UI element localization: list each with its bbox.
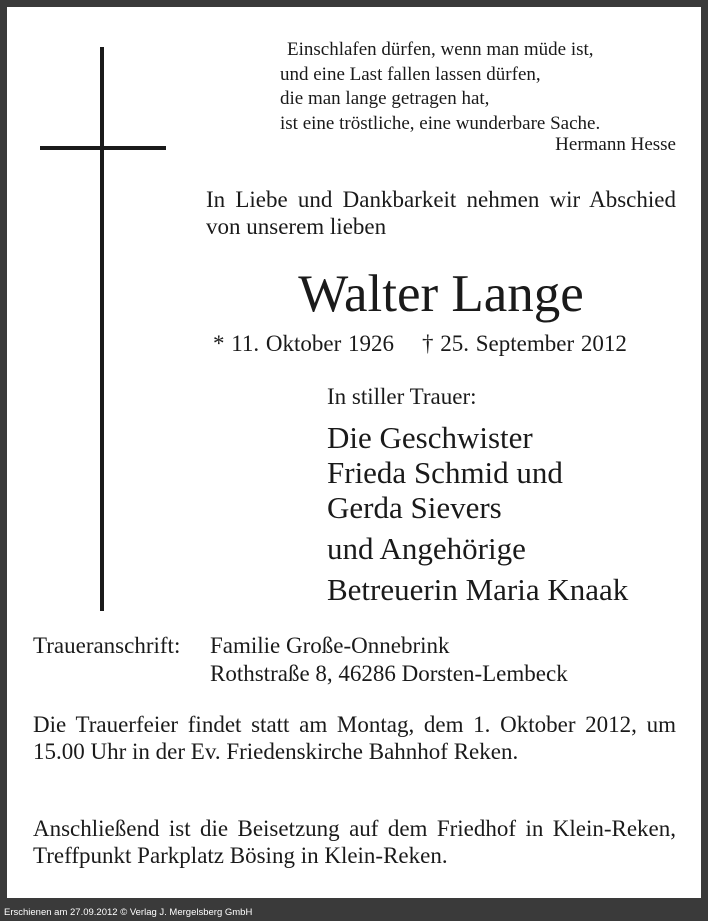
life-dates: [213, 331, 627, 357]
birth-date: * 11. Oktober 1926: [213, 331, 395, 356]
mourner-line: Frieda Schmid und: [327, 455, 563, 490]
address-label: Traueranschrift:: [33, 633, 181, 658]
funeral-paragraph: Die Trauerfeier findet statt am Montag, dem 1. Oktober 2012, um 15.00 Uhr in der Ev. Friedenskirche Bahnhof Reken.: [33, 712, 676, 764]
mourner-line: Gerda Sievers: [327, 490, 502, 525]
address-line-1: Familie Große-Onnebrink: [210, 633, 450, 658]
death-date: † 25. September 2012: [422, 331, 627, 356]
intro-text: In Liebe und Dankbarkeit nehmen wir Abschied von unserem lieben: [206, 187, 676, 239]
burial-paragraph: Anschließend ist die Beisetzung auf dem Friedhof in Klein-Reken, Treffpunkt Parkplatz Bösing in Klein-Reken.: [33, 816, 676, 868]
cross-vertical-bar: [100, 47, 104, 611]
mourner-line: Die Geschwister: [327, 420, 533, 455]
poem-line: ist eine tröstliche, eine wunderbare Sache.: [280, 112, 601, 134]
footer-text: Erschienen am 27.09.2012 © Verlag J. Mergelsberg GmbH: [4, 907, 253, 918]
poem-line: Einschlafen dürfen, wenn man müde ist,: [287, 39, 594, 60]
mourners-list: [327, 420, 628, 607]
footer-bar: [0, 906, 708, 921]
poem-line: die man lange getragen hat,: [280, 88, 490, 109]
mourner-line: Betreuerin Maria Knaak: [327, 572, 629, 607]
deceased-name: Walter Lange: [298, 265, 584, 323]
poem-line: und eine Last fallen lassen dürfen,: [280, 63, 541, 85]
mourning-label: In stiller Trauer:: [327, 384, 477, 409]
poem: [280, 38, 600, 136]
address-line-2: Rothstraße 8, 46286 Dorsten-Lembeck: [210, 661, 568, 686]
poem-author: Hermann Hesse: [555, 134, 676, 155]
mourner-line: und Angehörige: [327, 531, 526, 566]
